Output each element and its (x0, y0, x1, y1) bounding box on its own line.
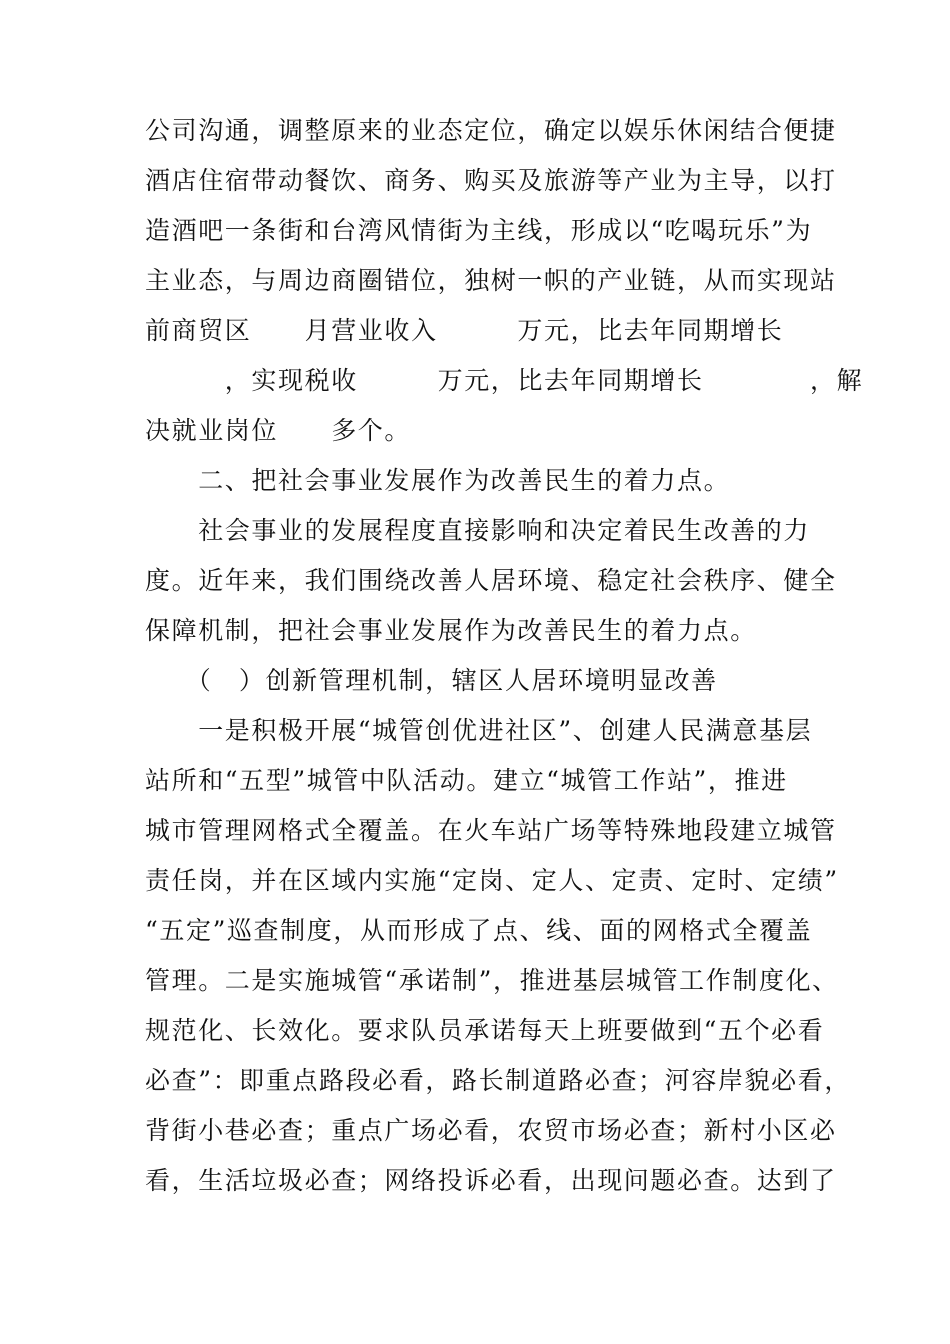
text-line: 酒店住宿带动餐饮、商务、购买及旅游等产业为主导，以打 (145, 166, 837, 195)
text-line: 责任岗，并在区域内实施“定岗、定人、定责、定时、定绩” (145, 866, 839, 895)
text-line: 必查”：即重点路段必看，路长制道路必查；河容岸貌必看， (145, 1066, 851, 1095)
text-line: 保障机制，把社会事业发展作为改善民生的着力点。 (145, 616, 757, 645)
text-line: 度。近年来，我们围绕改善人居环境、稳定社会秩序、健全 (145, 566, 837, 595)
subsection-heading: （ ）创新管理机制，辖区人居环境明显改善 (145, 666, 718, 695)
text-line: 主业态，与周边商圈错位，独树一帜的产业链，从而实现站 (145, 266, 837, 295)
text-line: 公司沟通，调整原来的业态定位，确定以娱乐休闲结合便捷 (145, 116, 837, 145)
text-line: 城市管理网格式全覆盖。在火车站广场等特殊地段建立城管 (145, 816, 837, 845)
text-line: 规范化、长效化。要求队员承诺每天上班要做到“五个必看 (145, 1016, 825, 1045)
text-line: “五定”巡查制度，从而形成了点、线、面的网格式全覆盖 (145, 916, 813, 945)
text-line: 社会事业的发展程度直接影响和决定着民生改善的力 (145, 516, 811, 545)
text-line: 决就业岗位 多个。 (145, 416, 412, 445)
text-line: 造酒吧一条街和台湾风情街为主线，形成以“吃喝玩乐”为 (145, 216, 813, 245)
text-line: 站所和“五型”城管中队活动。建立“城管工作站”，推进 (145, 766, 788, 795)
text-line: 看，生活垃圾必查；网络投诉必看，出现问题必查。达到了 (145, 1166, 837, 1195)
text-line: ，实现税收 万元，比去年同期增长 ，解 (145, 366, 864, 395)
section-heading: 二、把社会事业发展作为改善民生的着力点。 (145, 466, 731, 495)
text-line: 前商贸区 月营业收入 万元，比去年同期增长 (145, 316, 784, 345)
text-line: 管理。二是实施城管“承诺制”，推进基层城管工作制度化、 (145, 966, 839, 995)
text-line: 一是积极开展“城管创优进社区”、创建人民满意基层 (145, 716, 813, 745)
text-line: 背街小巷必查；重点广场必看，农贸市场必查；新村小区必 (145, 1116, 837, 1145)
